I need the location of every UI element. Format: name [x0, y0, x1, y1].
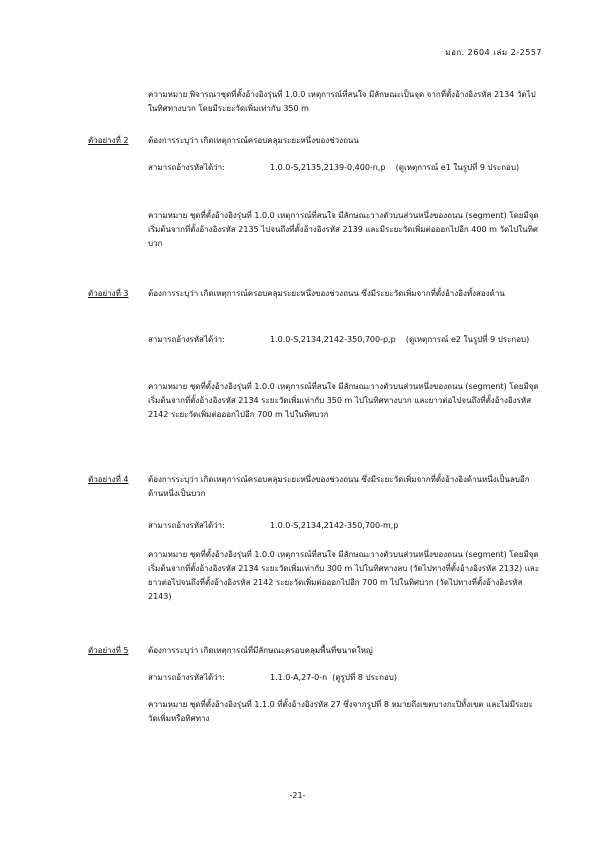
- example-4-code-value: 1.0.0-S,2134,2142-350,700-m,p: [270, 521, 399, 530]
- example-3-code-row: [148, 333, 540, 347]
- example-5-label: ตัวอย่างที่ 5: [88, 646, 129, 655]
- example-5-code-label: สามารถอ้างรหัสได้ว่า:: [148, 673, 225, 682]
- example-5-code-value: 1.1.0-A,27-0-n: [270, 673, 328, 682]
- intro-meaning: ความหมาย พิจารณาชุดที่ตั้งอ้างอิงรุ่นที่ 1.0.0 เหตุการณ์ที่สนใจ มีลักษณะเป็นจุด จากที่ตั้งอ้างอิงรหัส 2134 วัดไปในทิศทางบวก โดยมีระยะวัดเพิ่มเท่ากับ 350 m: [148, 90, 536, 113]
- example-4-desc: ต้องการระบุว่า เกิดเหตุการณ์ครอบคลุมระยะหนึ่งของช่วงถนน ซึ่งมีระยะวัดเพิ่มจากที่ตั้งอ้างอิงด้านหนึ่งเป็นลบอีกด้านหนึ่งเป็นบวก: [148, 475, 530, 498]
- example-4-meaning: ความหมาย ชุดที่ตั้งอ้างอิงรุ่นที่ 1.0.0 เหตุการณ์ที่สนใจ มีลักษณะวางตัวบนส่วนหนึ่งของถนน (segment) โดยมีจุดเริ่มต้นจากที่ตั้งอ้างอิงรหัส 2134 ระยะวัดเพิ่มเท่ากับ 300 m ไปในทิศทางลบ (วัดไปทางที่ตั้งอ้างอิงรหัส 2132) และยาวต่อไปจนถึงที่ตั้งอ้างอิงรหัส 2142 ระยะวัดเพิ่มต่อออกไปอีก 700 m ไปในทิศบวก (วัดไปทางที่ตั้งอ้างอิงรหัส 2143): [148, 550, 540, 601]
- example-3-code-value: 1.0.0-S,2134,2142-350,700-p,p: [270, 335, 396, 344]
- example-2-desc: ต้องการระบุว่า เกิดเหตุการณ์ครอบคลุมระยะหนึ่งของช่วงถนน: [148, 136, 359, 145]
- example-2-meaning: ความหมาย ชุดที่ตั้งอ้างอิงรุ่นที่ 1.0.0 เหตุการณ์ที่สนใจ มีลักษณะวางตัวบนส่วนหนึ่งของถนน (segment) โดยมีจุดเริ่มต้นจากที่ตั้งอ้างอิงรหัส 2135 ไปจนถึงที่ตั้งอ้างอิงรหัส 2139 และมีระยะวัดเพิ่มต่อออกไปอีก 400 m วัดไปในทิศบวก: [148, 211, 539, 248]
- example-5-desc: ต้องการระบุว่า เกิดเหตุการณ์ที่มีลักษณะครอบคลุมพื้นที่ขนาดใหญ่: [148, 646, 373, 655]
- example-4-code-row: [148, 519, 540, 533]
- standard-header: มอก. 2604 เล่ม 2-2557: [445, 48, 542, 57]
- example-3-meaning: ความหมาย ชุดที่ตั้งอ้างอิงรุ่นที่ 1.0.0 เหตุการณ์ที่สนใจ มีลักษณะวางตัวบนส่วนหนึ่งของถนน (segment) โดยมีจุดเริ่มต้นจากที่ตั้งอ้างอิงรหัส 2134 ระยะวัดเพิ่มเท่ากับ 350 m ไปในทิศทางบวก และยาวต่อไปจนถึงที่ตั้งอ้างอิงรหัส 2142 ระยะวัดเพิ่มต่อออกไปอีก 700 m ไปในทิศบวก: [148, 382, 539, 419]
- example-2-code-row: [148, 161, 540, 175]
- example-5-meaning: ความหมาย ชุดที่ตั้งอ้างอิงรุ่นที่ 1.1.0 ที่ตั้งอ้างอิงรหัส 27 ซึ่งจากรูปที่ 8 หมายถึงเขตบางกะปิทั้งเขต และไม่มีระยะวัดเพิ่มหรือทิศทาง: [148, 700, 533, 723]
- example-3-code-label: สามารถอ้างรหัสได้ว่า:: [148, 335, 225, 344]
- example-4-code-label: สามารถอ้างรหัสได้ว่า:: [148, 521, 225, 530]
- example-5-code-row: [148, 671, 540, 685]
- example-2-code-value: 1.0.0-S,2135,2139-0,400-n,p: [270, 163, 386, 172]
- example-3-desc: ต้องการระบุว่า เกิดเหตุการณ์ครอบคลุมระยะหนึ่งของช่วงถนน ซึ่งมีระยะวัดเพิ่มจากที่ตั้งอ้างอิงทั้งสองด้าน: [148, 289, 505, 298]
- example-2-code-label: สามารถอ้างรหัสได้ว่า:: [148, 163, 225, 172]
- example-2-code-note: (ดูเหตุการณ์ e1 ในรูปที่ 9 ประกอบ): [395, 163, 520, 172]
- page-number: -21-: [289, 791, 306, 800]
- example-3-label: ตัวอย่างที่ 3: [88, 289, 129, 298]
- example-3-code-note: (ดูเหตุการณ์ e2 ในรูปที่ 9 ประกอบ): [405, 335, 530, 344]
- example-5-code-note: (ดูรูปที่ 8 ประกอบ): [332, 673, 397, 682]
- example-2-label: ตัวอย่างที่ 2: [88, 136, 129, 145]
- example-4-label: ตัวอย่างที่ 4: [88, 475, 129, 484]
